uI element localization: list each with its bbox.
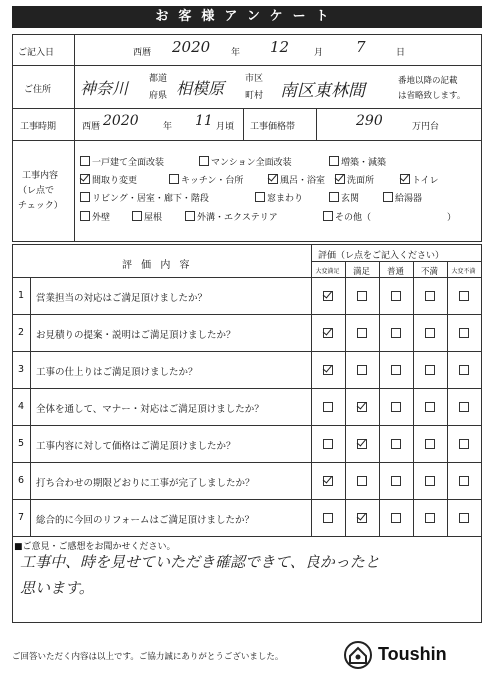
row-divider — [12, 462, 482, 463]
work-item — [185, 210, 278, 223]
work-item-label: 玄関 — [341, 194, 360, 204]
question-number: 7 — [17, 512, 25, 523]
rating-column-header: 大変満足 — [315, 268, 340, 275]
rating-checkbox[interactable] — [323, 328, 333, 338]
question-number: 6 — [17, 475, 25, 486]
work-label-2: （レ点で — [18, 186, 55, 196]
price-label: 工事価格帯 — [250, 122, 296, 132]
rating-checkbox[interactable] — [323, 476, 333, 486]
work-item — [80, 173, 137, 186]
rating-checkbox[interactable] — [391, 365, 401, 375]
work-item-label: リビング・居室・廊下・階段 — [92, 194, 209, 204]
brand-name: Toushin — [378, 644, 447, 664]
period-label: 工事時期 — [20, 122, 57, 132]
work-item — [323, 210, 371, 223]
work-item-checkbox[interactable] — [329, 156, 339, 166]
rating-checkbox[interactable] — [425, 402, 435, 412]
rating-checkbox[interactable] — [459, 439, 469, 449]
work-item-checkbox[interactable] — [169, 174, 179, 184]
address-note-2: は省略致します。 — [398, 91, 466, 101]
work-item-checkbox[interactable] — [80, 211, 90, 221]
rating-checkbox[interactable] — [425, 476, 435, 486]
question-text: 打ち合わせの期限どおりに工事が完了しましたか？ — [36, 478, 255, 489]
period-month-unit: 月頃 — [216, 122, 235, 132]
date-day-value: 7 — [356, 38, 366, 56]
work-label-3: チェック） — [18, 201, 63, 211]
work-item-checkbox[interactable] — [268, 174, 278, 184]
rating-checkbox[interactable] — [323, 365, 333, 375]
question-text: 工事の仕上りはご満足頂けましたか？ — [36, 367, 198, 378]
rating-checkbox[interactable] — [391, 513, 401, 523]
work-item — [329, 191, 359, 204]
rating-checkbox[interactable] — [425, 513, 435, 523]
city-unit-bottom: 町村 — [245, 91, 264, 101]
work-label-1: 工事内容 — [22, 171, 59, 181]
row-divider — [12, 351, 482, 352]
question-number: 4 — [17, 401, 25, 412]
work-item — [169, 173, 243, 186]
work-item-checkbox[interactable] — [329, 192, 339, 202]
work-item — [383, 191, 422, 204]
brand-logo — [340, 640, 480, 670]
rating-checkbox[interactable] — [391, 439, 401, 449]
work-item-checkbox[interactable] — [185, 211, 195, 221]
rating-column-header: 満足 — [352, 267, 370, 277]
price-unit: 万円台 — [412, 122, 440, 132]
period-year-unit: 年 — [163, 122, 173, 132]
work-item-label: 間取り変更 — [92, 176, 138, 186]
rating-checkbox[interactable] — [357, 476, 367, 486]
rating-checkbox[interactable] — [323, 291, 333, 301]
rating-checkbox[interactable] — [323, 439, 333, 449]
footer-text: ご回答いただく内容は以上です。ご協力誠にありがとうございました。 — [12, 652, 284, 662]
work-item-label: トイレ — [412, 176, 439, 186]
work-item-checkbox[interactable] — [132, 211, 142, 221]
prefecture-unit-top: 都道 — [149, 74, 168, 84]
rating-column-header: 不満 — [420, 267, 438, 277]
date-month-unit: 月 — [314, 48, 324, 58]
rating-checkbox[interactable] — [391, 291, 401, 301]
question-number: 5 — [17, 438, 25, 449]
work-item-label: 外壁 — [92, 213, 111, 223]
rating-checkbox[interactable] — [459, 513, 469, 523]
rating-checkbox[interactable] — [357, 365, 367, 375]
work-item-checkbox[interactable] — [80, 192, 90, 202]
work-item-label: 一戸建て全面改装 — [92, 158, 165, 168]
rating-checkbox[interactable] — [425, 439, 435, 449]
rating-checkbox[interactable] — [459, 476, 469, 486]
rating-header: 評価（レ点をご記入ください） — [318, 251, 445, 261]
question-number: 3 — [17, 364, 25, 375]
rating-checkbox[interactable] — [425, 291, 435, 301]
work-item — [80, 155, 164, 168]
question-text: 総合的に今回のリフォームはご満足頂けましたか？ — [36, 515, 255, 526]
work-item — [400, 173, 439, 186]
comment-text — [20, 549, 475, 601]
evaluation-header: 評 価 内 容 — [122, 260, 193, 271]
work-item — [80, 191, 209, 204]
town-value: 南区東林間 — [280, 81, 365, 101]
period-year-value: 2020 — [103, 113, 139, 129]
rating-checkbox[interactable] — [425, 365, 435, 375]
work-item-checkbox[interactable] — [255, 192, 265, 202]
date-month-value: 12 — [270, 38, 290, 56]
house-logo-icon — [342, 640, 374, 670]
date-era: 西暦 — [133, 48, 152, 58]
question-text: 営業担当の対応はご満足頂けましたか？ — [36, 293, 208, 304]
period-month-value: 11 — [195, 113, 213, 129]
rating-checkbox[interactable] — [357, 439, 367, 449]
work-other-close: ） — [447, 213, 457, 223]
work-item — [199, 155, 292, 168]
rating-checkbox[interactable] — [323, 402, 333, 412]
rating-checkbox[interactable] — [425, 328, 435, 338]
question-text: お見積りの提案・説明はご満足頂けましたか？ — [36, 330, 236, 341]
evaluation-table — [12, 244, 482, 537]
work-item-label: 増築・減築 — [341, 158, 387, 168]
work-item-label: その他（ — [335, 213, 372, 223]
date-day-unit: 日 — [396, 48, 406, 58]
work-item-checkbox[interactable] — [80, 174, 90, 184]
rating-checkbox[interactable] — [391, 328, 401, 338]
work-item-checkbox[interactable] — [199, 156, 209, 166]
rating-checkbox[interactable] — [357, 328, 367, 338]
rating-checkbox[interactable] — [357, 513, 367, 523]
rating-column-header: 大変不満 — [451, 268, 476, 275]
work-item-label: マンション全面改装 — [211, 158, 292, 168]
comment-line-1: 工事中、時を見せていただき確認できて、良かったと — [20, 553, 380, 571]
date-year-value: 2020 — [172, 38, 211, 56]
work-item-checkbox[interactable] — [80, 156, 90, 166]
work-item-label: キッチン・台所 — [181, 176, 244, 186]
work-item-label: 屋根 — [144, 213, 163, 223]
work-item-checkbox[interactable] — [400, 174, 410, 184]
work-item — [132, 210, 162, 223]
comment-line-2: 思います。 — [20, 579, 94, 597]
rating-checkbox[interactable] — [357, 402, 367, 412]
city-unit-top: 市区 — [245, 74, 264, 84]
prefecture-unit-bottom: 府県 — [149, 91, 168, 101]
question-number: 2 — [17, 327, 25, 338]
work-item-label: 窓まわり — [267, 194, 304, 204]
work-item — [335, 173, 374, 186]
row-divider — [12, 314, 482, 315]
work-item — [268, 173, 325, 186]
work-item-checkbox[interactable] — [383, 192, 393, 202]
prefecture-value: 神奈川 — [80, 79, 129, 98]
question-number: 1 — [17, 290, 25, 301]
rating-checkbox[interactable] — [459, 328, 469, 338]
comment-label: ■ご意見・ご感想をお聞かせください。 — [14, 542, 176, 552]
row-divider — [12, 499, 482, 500]
rating-checkbox[interactable] — [323, 513, 333, 523]
row-divider — [12, 425, 482, 426]
date-year-unit: 年 — [231, 48, 241, 58]
rating-checkbox[interactable] — [459, 365, 469, 375]
rating-checkbox[interactable] — [459, 402, 469, 412]
period-era: 西暦 — [82, 122, 101, 132]
rating-checkbox[interactable] — [459, 291, 469, 301]
row-divider — [12, 388, 482, 389]
address-note-1: 番地以降の記載 — [398, 76, 458, 86]
rating-checkbox[interactable] — [357, 291, 367, 301]
work-item — [255, 191, 303, 204]
question-text: 工事内容に対して価格はご満足頂けましたか？ — [36, 441, 236, 452]
address-label: ご住所 — [24, 85, 52, 95]
survey-title: お客様アンケート — [12, 6, 482, 28]
rating-column-header: 普通 — [386, 267, 404, 277]
work-item-label: 風呂・浴室 — [280, 176, 326, 186]
question-text: 全体を通して、マナー・対応はご満足頂けましたか？ — [36, 404, 264, 415]
rating-checkbox[interactable] — [391, 402, 401, 412]
price-value: 290 — [356, 113, 383, 129]
rating-checkbox[interactable] — [391, 476, 401, 486]
work-item-checkbox[interactable] — [335, 174, 345, 184]
work-item — [80, 210, 110, 223]
work-item-label: 外溝・エクステリア — [197, 213, 278, 223]
work-item-label: 給湯器 — [395, 194, 423, 204]
date-label: ご記入日 — [18, 48, 55, 58]
work-item-label: 洗面所 — [347, 176, 375, 186]
work-item — [329, 155, 386, 168]
city-value: 相模原 — [176, 79, 225, 98]
work-item-checkbox[interactable] — [323, 211, 333, 221]
